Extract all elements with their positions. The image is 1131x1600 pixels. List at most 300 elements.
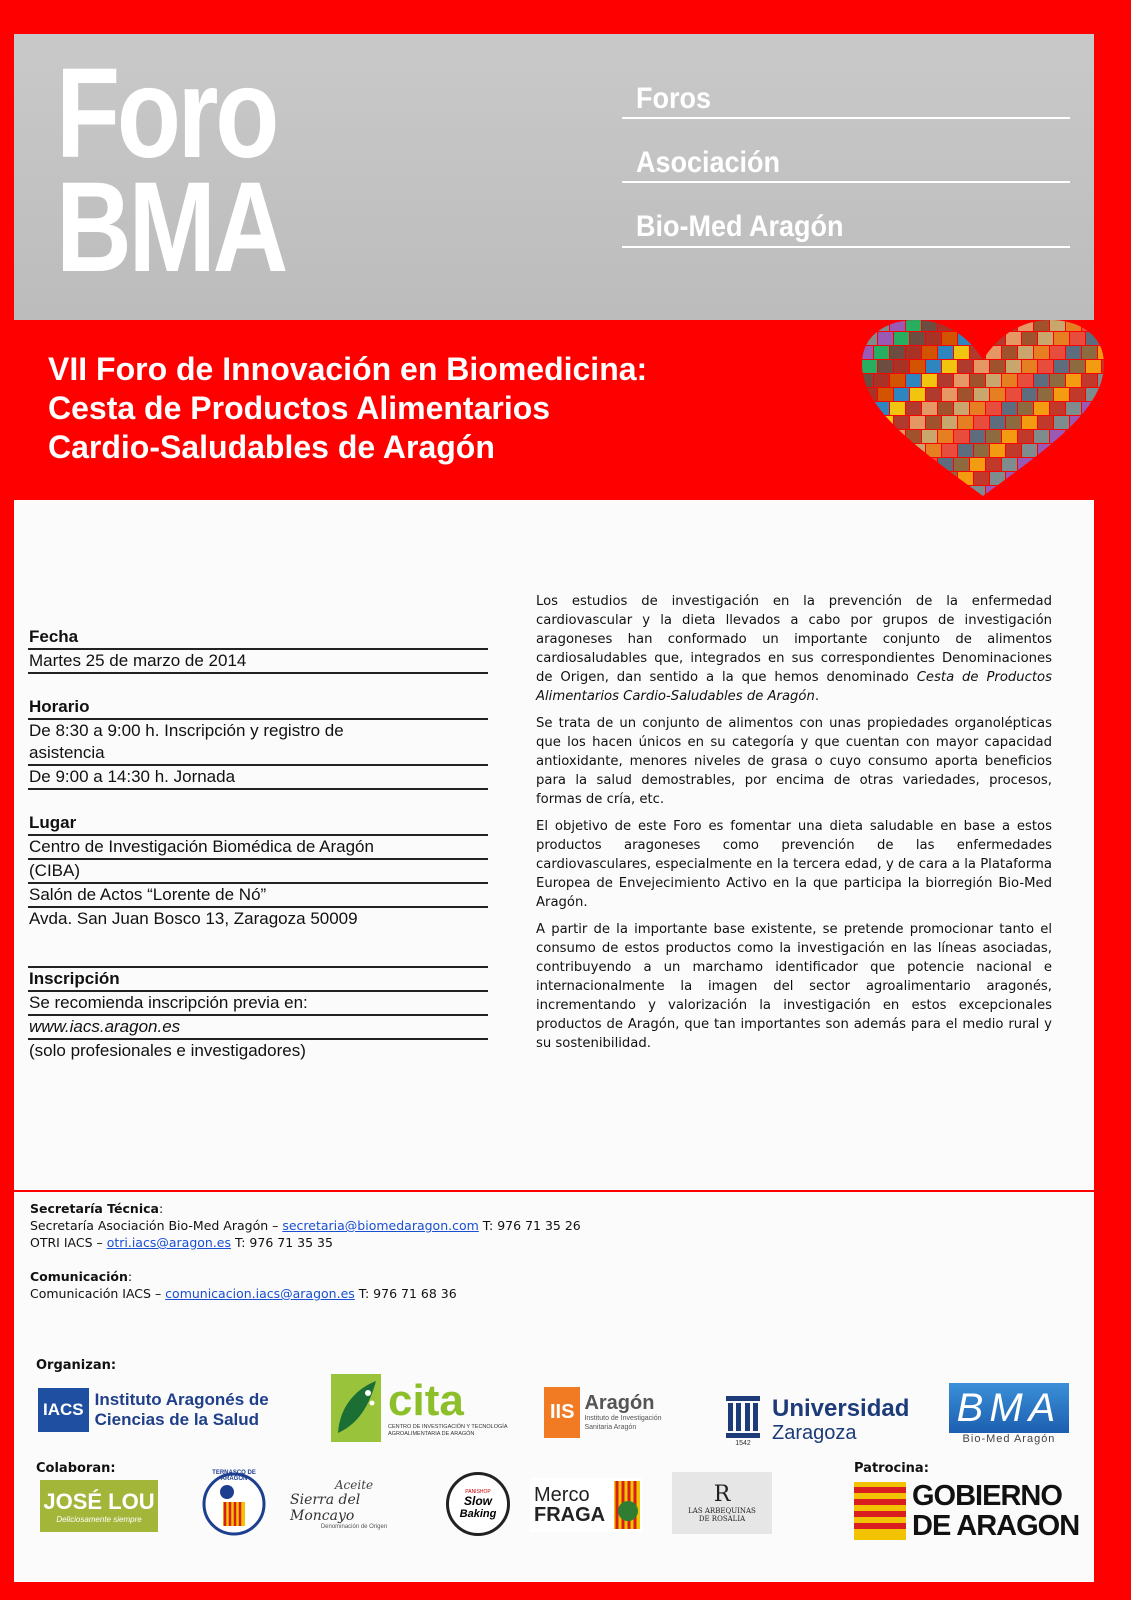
collage-tile bbox=[1070, 416, 1085, 429]
collage-tile bbox=[1006, 388, 1021, 401]
colaboran-label: Colaboran: bbox=[36, 1461, 116, 1476]
collage-tile bbox=[878, 388, 893, 401]
collage-tile bbox=[970, 402, 985, 415]
arbequinas-rosalia-logo bbox=[672, 1472, 772, 1534]
collage-tile bbox=[1098, 318, 1108, 331]
collage-tile bbox=[942, 444, 957, 457]
collage-tile bbox=[862, 360, 877, 373]
collage-tile bbox=[954, 318, 969, 331]
collage-tile bbox=[890, 346, 905, 359]
collage-tile bbox=[1050, 374, 1065, 387]
collage-tile bbox=[878, 416, 893, 429]
merco-name-1: Merco bbox=[534, 1484, 590, 1506]
description-paragraph-4: A partir de la importante base existente, se pretende promocionar tanto el consumo de estos productos como la investigación en las líneas asociadas, contribuyendo a un marchamo identificador que potencie nacional e internacionalmente la imagen del sector agroalimentario aragonés, incrementando y valorización la investigación en estos excepcionales productos de Aragón, que tan importantes son además para el medio rural y su sostenibilidad. bbox=[536, 922, 1052, 1051]
inscripcion-url-link[interactable]: www.iacs.aragon.es bbox=[28, 1016, 488, 1040]
collage-tile bbox=[1050, 402, 1065, 415]
collage-tile bbox=[1082, 374, 1097, 387]
cita-sub-1: CENTRO DE INVESTIGACIÓN Y TECNOLOGÍA bbox=[388, 1424, 508, 1430]
collage-tile bbox=[1086, 472, 1101, 485]
collage-tile bbox=[910, 360, 925, 373]
heart-photo-collage bbox=[858, 318, 1108, 498]
aceite-moncayo-logo bbox=[290, 1476, 418, 1532]
collage-tile bbox=[910, 416, 925, 429]
slow-name-1: Slow bbox=[463, 1493, 492, 1508]
collage-tile bbox=[1070, 360, 1085, 373]
lugar-label: Lugar bbox=[28, 812, 488, 836]
bma-name: BMA bbox=[949, 1383, 1070, 1433]
collage-tile bbox=[906, 486, 921, 498]
collage-tile bbox=[1006, 416, 1021, 429]
bma-logo bbox=[946, 1378, 1072, 1450]
header-rule bbox=[622, 181, 1070, 183]
collage-tile bbox=[890, 374, 905, 387]
collage-tile bbox=[1098, 486, 1108, 498]
collage-tile bbox=[1034, 430, 1049, 443]
collage-tile bbox=[1038, 360, 1053, 373]
collage-tile bbox=[938, 430, 953, 443]
collage-tile bbox=[970, 318, 985, 331]
collage-tile bbox=[874, 318, 889, 331]
collage-tile bbox=[974, 360, 989, 373]
collage-tile bbox=[990, 472, 1005, 485]
collage-tile bbox=[1066, 318, 1081, 331]
collage-tile bbox=[858, 374, 873, 387]
header-rule bbox=[622, 246, 1070, 248]
collage-tile bbox=[990, 332, 1005, 345]
merco-fraga-logo bbox=[530, 1478, 642, 1532]
header-line-biomed: Bio-Med Aragón bbox=[636, 210, 844, 243]
collage-tile bbox=[1082, 318, 1097, 331]
gobierno-name-1: GOBIERNO bbox=[912, 1480, 1062, 1512]
jose-lou-name: JOSÉ LOU bbox=[43, 1488, 155, 1514]
collage-tile bbox=[1098, 430, 1108, 443]
collage-tile bbox=[938, 318, 953, 331]
cita-name: cita bbox=[388, 1376, 464, 1425]
collage-tile bbox=[1022, 388, 1037, 401]
horario-label: Horario bbox=[28, 696, 488, 720]
collage-tile bbox=[926, 416, 941, 429]
collage-tile bbox=[1070, 472, 1085, 485]
lugar-line-3: Salón de Actos “Lorente de Nó” bbox=[28, 884, 488, 908]
iacs-logo bbox=[38, 1386, 318, 1434]
collage-tile bbox=[878, 444, 893, 457]
collage-tile bbox=[1018, 430, 1033, 443]
collage-tile bbox=[1034, 402, 1049, 415]
collage-tile bbox=[986, 430, 1001, 443]
collage-tile bbox=[986, 346, 1001, 359]
collage-tile bbox=[1018, 346, 1033, 359]
collage-tile bbox=[970, 458, 985, 471]
collage-tile bbox=[954, 458, 969, 471]
collage-tile bbox=[1018, 458, 1033, 471]
iis-name: Aragón bbox=[584, 1392, 655, 1414]
collage-tile bbox=[894, 444, 909, 457]
collage-tile bbox=[1050, 458, 1065, 471]
collage-tile bbox=[906, 430, 921, 443]
collage-tile bbox=[942, 416, 957, 429]
collage-tile bbox=[1002, 402, 1017, 415]
collage-tile bbox=[1050, 486, 1065, 498]
secretaria-line-2: OTRI IACS – otri.iacs@aragon.es T: 976 71 35 35 bbox=[30, 1235, 333, 1250]
arbequinas-name-1: LAS ARBEQUINAS bbox=[688, 1507, 756, 1515]
collage-tile bbox=[954, 374, 969, 387]
collage-tile bbox=[1086, 416, 1101, 429]
iacs-name-2: Ciencias de la Salud bbox=[94, 1410, 260, 1429]
header-line-foros: Foros bbox=[636, 82, 712, 115]
collage-tile bbox=[974, 472, 989, 485]
collage-tile bbox=[906, 374, 921, 387]
organizan-label: Organizan: bbox=[36, 1358, 117, 1373]
collage-tile bbox=[910, 332, 925, 345]
collage-tile bbox=[922, 318, 937, 331]
collage-tile bbox=[1066, 486, 1081, 498]
aragon-flag-icon bbox=[854, 1482, 906, 1540]
merco-flag-icon bbox=[614, 1481, 640, 1529]
collage-tile bbox=[1054, 416, 1069, 429]
collage-tile bbox=[890, 458, 905, 471]
collage-tile bbox=[1054, 332, 1069, 345]
fecha-value: Martes 25 de marzo de 2014 bbox=[28, 650, 488, 674]
collage-tile bbox=[1022, 444, 1037, 457]
collage-tile bbox=[878, 332, 893, 345]
collage-tile bbox=[1002, 458, 1017, 471]
collage-tile bbox=[1098, 346, 1108, 359]
collage-tile bbox=[990, 416, 1005, 429]
slow-baking-logo bbox=[446, 1472, 510, 1536]
collage-tile bbox=[1070, 332, 1085, 345]
collage-tile bbox=[1018, 486, 1033, 498]
comunicacion-email-link[interactable]: comunicacion.iacs@aragon.es bbox=[165, 1286, 355, 1301]
collage-tile bbox=[922, 486, 937, 498]
collage-tile bbox=[954, 486, 969, 498]
cita-logo bbox=[330, 1372, 518, 1444]
fecha-label: Fecha bbox=[28, 626, 488, 650]
collage-tile bbox=[858, 486, 873, 498]
collage-tile bbox=[986, 486, 1001, 498]
ternasco-name: TERNASCO DE ARAGÓN bbox=[212, 1470, 256, 1482]
collage-tile bbox=[1002, 374, 1017, 387]
collage-tile bbox=[858, 402, 873, 415]
lugar-line-1: Centro de Investigación Biomédica de Aragón bbox=[28, 836, 488, 860]
collage-tile bbox=[958, 416, 973, 429]
forum-logo-line1: Foro bbox=[56, 42, 277, 185]
collage-tile bbox=[922, 430, 937, 443]
secretaria-line-1: Secretaría Asociación Bio-Med Aragón – secretaria@biomedaragon.com T: 976 71 35 26 bbox=[30, 1218, 581, 1233]
collage-tile bbox=[894, 360, 909, 373]
collage-tile bbox=[1022, 472, 1037, 485]
collage-tile bbox=[970, 430, 985, 443]
collage-tile bbox=[1102, 360, 1108, 373]
collage-tile bbox=[990, 444, 1005, 457]
collage-tile bbox=[954, 430, 969, 443]
horario-line-1b: asistencia bbox=[28, 742, 488, 766]
secretaria-email-link[interactable]: secretaria@biomedaragon.com bbox=[282, 1218, 479, 1233]
cita-sub-2: AGROALIMENTARIA DE ARAGÓN bbox=[388, 1431, 475, 1437]
cita-leaf-icon bbox=[330, 1373, 382, 1443]
ternasco-aragon-logo bbox=[200, 1472, 268, 1536]
collage-tile bbox=[942, 388, 957, 401]
collage-tile bbox=[1054, 360, 1069, 373]
collage-tile bbox=[1070, 444, 1085, 457]
collage-tile bbox=[890, 318, 905, 331]
collage-tile bbox=[906, 318, 921, 331]
inscripcion-line-1: Se recomienda inscripción previa en: bbox=[28, 992, 488, 1016]
collage-tile bbox=[970, 486, 985, 498]
collage-tile bbox=[1050, 318, 1065, 331]
university-building-icon bbox=[724, 1394, 762, 1440]
collage-tile bbox=[1038, 444, 1053, 457]
collage-tile bbox=[954, 346, 969, 359]
patrocina-label: Patrocina: bbox=[854, 1461, 929, 1476]
collage-tile bbox=[1102, 416, 1108, 429]
horario-line-1a: De 8:30 a 9:00 h. Inscripción y registro de bbox=[29, 721, 344, 740]
collage-tile bbox=[922, 374, 937, 387]
collage-tile bbox=[1034, 346, 1049, 359]
collage-tile bbox=[890, 486, 905, 498]
collage-tile bbox=[958, 444, 973, 457]
collage-tile bbox=[1082, 486, 1097, 498]
collage-tile bbox=[922, 346, 937, 359]
heart-collage-image bbox=[858, 318, 1108, 498]
collage-tile bbox=[938, 346, 953, 359]
collage-tile bbox=[1018, 402, 1033, 415]
collage-tile bbox=[874, 458, 889, 471]
collage-tile bbox=[906, 458, 921, 471]
collage-tile bbox=[1006, 360, 1021, 373]
jose-lou-sub: Deliciosamente siempre bbox=[56, 1514, 142, 1524]
collage-tile bbox=[1054, 388, 1069, 401]
collage-tile bbox=[986, 374, 1001, 387]
iis-sub-1: Instituto de Investigación bbox=[584, 1415, 662, 1422]
collage-tile bbox=[1082, 430, 1097, 443]
collage-tile bbox=[874, 346, 889, 359]
collage-tile bbox=[1102, 388, 1108, 401]
horario-line-2: De 9:00 a 14:30 h. Jornada bbox=[28, 766, 488, 790]
collage-tile bbox=[1066, 430, 1081, 443]
collage-tile bbox=[1006, 332, 1021, 345]
comunicacion-line: Comunicación IACS – comunicacion.iacs@aragon.es T: 976 71 68 36 bbox=[30, 1286, 457, 1301]
title-line-3: Cardio-Saludables de Aragón bbox=[48, 429, 495, 465]
description-paragraph-1: Los estudios de investigación en la prevención de la enfermedad cardiovascular y la dieta llevados a cabo por grupos de investigación aragoneses han conformado un importante conjunto de alimentos cardiosaludables que, integrados en sus correspondientes Denominaciones de Origen, dan sentido a la que hemos denominado Cesta de Productos Alimentarios Cardio-Saludables de Aragón. bbox=[536, 594, 1052, 704]
collage-tile bbox=[926, 332, 941, 345]
forum-logo-line2: BMA bbox=[56, 156, 286, 299]
collage-tile bbox=[890, 430, 905, 443]
lugar-line-4: Avda. San Juan Bosco 13, Zaragoza 50009 bbox=[29, 909, 358, 928]
collage-tile bbox=[1082, 402, 1097, 415]
uz-name-1: Universidad bbox=[772, 1395, 910, 1422]
collage-tile bbox=[1102, 332, 1108, 345]
iis-sub-2: Sanitaria Aragón bbox=[584, 1424, 637, 1431]
collage-tile bbox=[874, 374, 889, 387]
collage-tile bbox=[974, 388, 989, 401]
aceite-sub: Denominación de Origen bbox=[320, 1524, 388, 1530]
collage-tile bbox=[974, 416, 989, 429]
collage-tile bbox=[878, 360, 893, 373]
collage-tile bbox=[1102, 444, 1108, 457]
collage-tile bbox=[910, 444, 925, 457]
collage-tile bbox=[858, 430, 873, 443]
arbequinas-name-2: DE ROSALIA bbox=[698, 1515, 746, 1523]
collage-tile bbox=[1086, 444, 1101, 457]
collage-tile bbox=[1086, 388, 1101, 401]
collage-tile bbox=[1002, 486, 1017, 498]
collage-tile bbox=[858, 346, 873, 359]
collage-tile bbox=[1018, 318, 1033, 331]
collage-tile bbox=[894, 332, 909, 345]
collage-tile bbox=[958, 388, 973, 401]
collage-tile bbox=[938, 458, 953, 471]
collage-tile bbox=[958, 332, 973, 345]
header-rule bbox=[622, 117, 1070, 119]
slow-top: PANISHOP bbox=[465, 1488, 491, 1495]
description-paragraph-3: El objetivo de este Foro es fomentar una dieta saludable en base a estos productos aragoneses como prevención de las enfermedades cardiovasculares, especialmente en la tercera edad, y de cara a la Plataforma Europea de Envejecimiento Activo en la que participa la biorregión Bio-Med Aragón. bbox=[536, 819, 1052, 910]
collage-tile bbox=[986, 402, 1001, 415]
collage-tile bbox=[1006, 472, 1021, 485]
iis-aragon-logo bbox=[544, 1386, 694, 1438]
aceite-name-2: Sierra del Moncayo bbox=[290, 1492, 361, 1524]
comunicacion-label: Comunicación bbox=[30, 1269, 128, 1284]
collage-tile bbox=[958, 360, 973, 373]
collage-tile bbox=[1038, 388, 1053, 401]
merco-name-2: FRAGA bbox=[534, 1504, 606, 1526]
collage-tile bbox=[926, 388, 941, 401]
collage-tile bbox=[1038, 332, 1053, 345]
collage-tile bbox=[1002, 346, 1017, 359]
collage-tile bbox=[1102, 472, 1108, 485]
collage-tile bbox=[1066, 346, 1081, 359]
slow-name-2: Baking bbox=[459, 1507, 497, 1520]
collage-tile bbox=[1086, 332, 1101, 345]
collage-tile bbox=[942, 360, 957, 373]
collage-tile bbox=[1098, 458, 1108, 471]
collage-tile bbox=[1066, 374, 1081, 387]
collage-tile bbox=[1022, 332, 1037, 345]
iacs-name-1: Instituto Aragonés de bbox=[94, 1390, 269, 1409]
collage-tile bbox=[906, 346, 921, 359]
gobierno-aragon-logo bbox=[854, 1480, 1090, 1542]
collage-tile bbox=[954, 402, 969, 415]
collage-tile bbox=[862, 388, 877, 401]
collage-tile bbox=[970, 346, 985, 359]
uz-name-2: Zaragoza bbox=[772, 1422, 857, 1444]
collage-tile bbox=[1066, 402, 1081, 415]
otri-email-link[interactable]: otri.iacs@aragon.es bbox=[106, 1235, 231, 1250]
description-paragraph-2: Se trata de un conjunto de alimentos con unas propiedades organolépticas que los hacen únicos en su categoría y que cuentan con mayor capacidad antioxidante, menores niveles de grasa o cuyo consumo aporta beneficios para la salud demostrables, por encima de otras variedades, procesos, formas de cría, etc. bbox=[536, 716, 1052, 807]
lugar-line-2: (CIBA) bbox=[28, 860, 488, 884]
collage-tile bbox=[1082, 346, 1097, 359]
collage-tile bbox=[938, 402, 953, 415]
collage-tile bbox=[894, 388, 909, 401]
event-details bbox=[28, 626, 488, 1062]
collage-tile bbox=[1002, 430, 1017, 443]
collage-tile bbox=[1006, 444, 1021, 457]
title-line-1: VII Foro de Innovación en Biomedicina: bbox=[48, 351, 648, 387]
collage-tile bbox=[942, 332, 957, 345]
secretaria-label: Secretaría Técnica bbox=[30, 1201, 159, 1216]
collage-tile bbox=[858, 458, 873, 471]
collage-tile bbox=[970, 374, 985, 387]
collage-tile bbox=[910, 388, 925, 401]
collage-tile bbox=[894, 472, 909, 485]
inscripcion-label: Inscripción bbox=[28, 966, 488, 992]
collage-tile bbox=[922, 402, 937, 415]
collage-tile bbox=[1086, 360, 1101, 373]
header-line-asociacion: Asociación bbox=[636, 146, 781, 179]
collage-tile bbox=[922, 458, 937, 471]
collage-tile bbox=[1022, 360, 1037, 373]
collage-tile bbox=[1066, 458, 1081, 471]
aceite-name-1: Aceite bbox=[334, 1478, 374, 1492]
inscripcion-line-3: (solo profesionales e investigadores) bbox=[29, 1041, 306, 1060]
collage-tile bbox=[890, 402, 905, 415]
collage-tile bbox=[862, 472, 877, 485]
collage-tile bbox=[858, 318, 873, 331]
collage-tile bbox=[942, 472, 957, 485]
collage-tile bbox=[1022, 416, 1037, 429]
collage-tile bbox=[1034, 318, 1049, 331]
collage-tile bbox=[974, 444, 989, 457]
collage-tile bbox=[1038, 416, 1053, 429]
collage-tile bbox=[1098, 374, 1108, 387]
collage-tile bbox=[986, 318, 1001, 331]
collage-tile bbox=[862, 332, 877, 345]
collage-tile bbox=[1082, 458, 1097, 471]
collage-tile bbox=[874, 486, 889, 498]
collage-tile bbox=[1034, 486, 1049, 498]
gobierno-name-2: DE ARAGON bbox=[912, 1510, 1080, 1542]
collage-tile bbox=[878, 472, 893, 485]
collage-tile bbox=[1070, 388, 1085, 401]
event-description bbox=[536, 592, 1052, 1061]
collage-tile bbox=[990, 388, 1005, 401]
collage-tile bbox=[874, 402, 889, 415]
jose-lou-logo bbox=[40, 1480, 158, 1532]
collage-tile bbox=[1050, 346, 1065, 359]
collage-tile bbox=[958, 472, 973, 485]
bma-sub: Bio-Med Aragón bbox=[962, 1433, 1056, 1445]
universidad-zaragoza-logo bbox=[724, 1388, 934, 1452]
collage-tile bbox=[926, 444, 941, 457]
uz-year: 1542 bbox=[735, 1439, 751, 1447]
title-line-2: Cesta de Productos Alimentarios bbox=[48, 390, 551, 426]
collage-tile bbox=[1018, 374, 1033, 387]
collage-tile bbox=[938, 374, 953, 387]
contact-info: Secretaría Técnica: Secretaría Asociación Bio-Med Aragón – secretaria@biomedaragon.com T: 976 71 35 26 OTRI IACS – otri.iacs@aragon.es T: 976 71 35 35 Comunicación: Comunicación IACS – comunicacion.iacs@aragon.es T: 976 71 68 36 bbox=[30, 1201, 581, 1301]
collage-tile bbox=[894, 416, 909, 429]
collage-tile bbox=[1034, 458, 1049, 471]
collage-tile bbox=[906, 402, 921, 415]
collage-tile bbox=[926, 360, 941, 373]
arbequinas-letter: R bbox=[713, 1482, 731, 1507]
collage-tile bbox=[1050, 430, 1065, 443]
collage-tile bbox=[1098, 402, 1108, 415]
collage-tile bbox=[926, 472, 941, 485]
collage-tile bbox=[990, 360, 1005, 373]
collage-tile bbox=[1038, 472, 1053, 485]
collage-tile bbox=[938, 486, 953, 498]
collage-tile bbox=[1034, 374, 1049, 387]
collage-tile bbox=[862, 416, 877, 429]
collage-tile bbox=[1054, 444, 1069, 457]
collage-tile bbox=[986, 458, 1001, 471]
collage-tile bbox=[910, 472, 925, 485]
iis-abbr: IIS bbox=[544, 1387, 580, 1438]
collage-tile bbox=[1002, 318, 1017, 331]
collage-tile bbox=[874, 430, 889, 443]
collage-tile bbox=[862, 444, 877, 457]
event-title bbox=[48, 350, 808, 467]
collage-tile bbox=[1054, 472, 1069, 485]
